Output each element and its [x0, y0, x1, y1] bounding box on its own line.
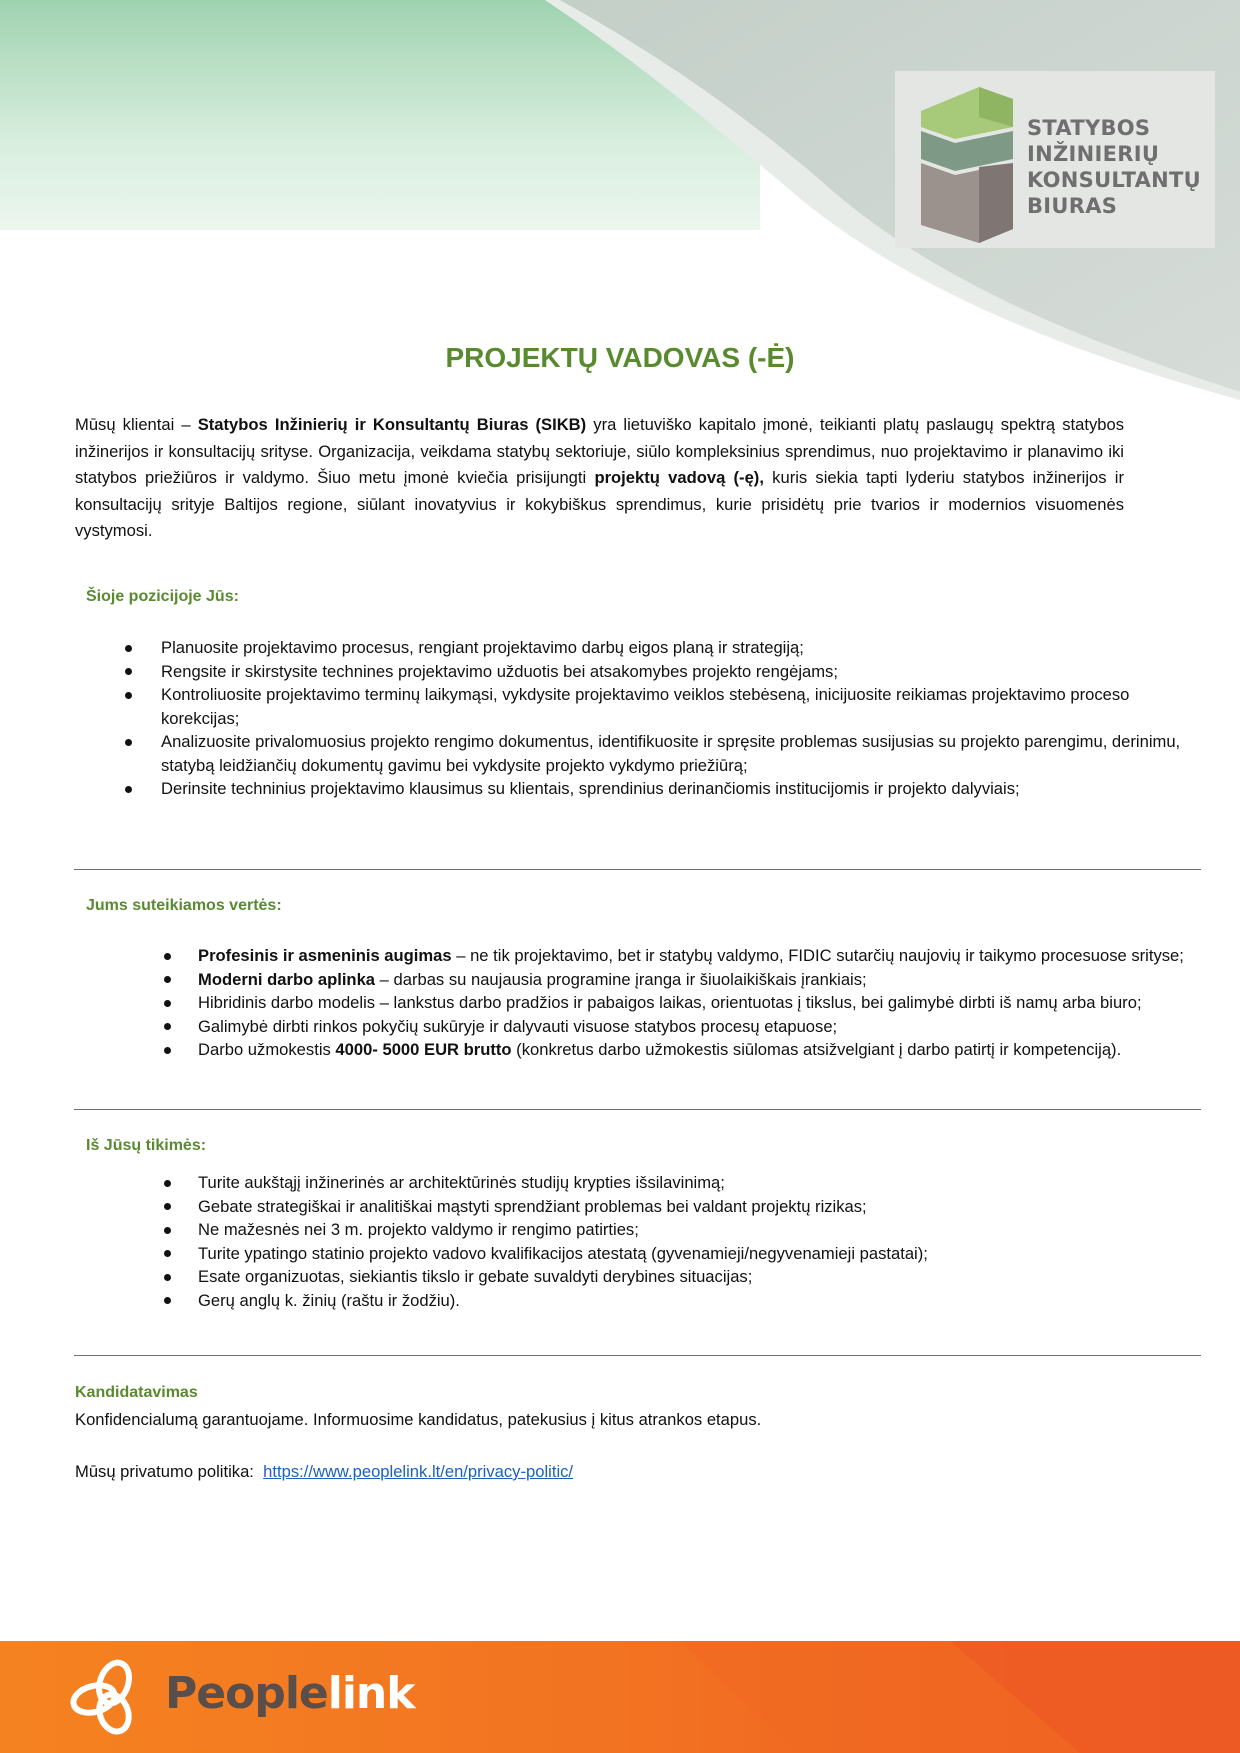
- company-logo: [895, 71, 1215, 248]
- intro-position-name: projektų vadovą (-ę),: [594, 468, 764, 487]
- values-heading: Jums suteikiamos vertės:: [86, 897, 282, 914]
- list-item: Gebate strategiškai ir analitiškai mąstyti sprendžiant problemas bei valdant projektų rizikas;: [198, 1195, 1198, 1219]
- list-item: Derinsite techninius projektavimo klausimus su klientais, sprendinius derinančiomis institucijomis ir projekto dalyviais;: [161, 777, 1191, 801]
- divider: [74, 1109, 1201, 1110]
- expectations-heading: Iš Jūsų tikimės:: [86, 1137, 207, 1154]
- list-item: Moderni darbo aplinka – darbas su naujausia programine įranga ir šiuolaikiškais įrankiais;: [198, 968, 1198, 992]
- logo-line-2: INŽINIERIŲ: [1027, 142, 1160, 166]
- intro-text-2: yra lietuviško kapitalo įmonė, teikianti platų paslaugų spektrą statybos inžinerijos ir konsultacijų srityse. Organizacija, veikdama statybų sektoriuje, siūlo kompleksinius sprendimus, nuo projektavimo ir planavimo iki statybos priežiūros ir valdymo. Šiuo metu įmonė kviečia prisijungti: [75, 415, 1125, 487]
- list-item: Planuosite projektavimo procesus, rengiant projektavimo darbų eigos planą ir strategiją;: [161, 636, 1191, 660]
- list-item: Rengsite ir skirstysite technines projektavimo užduotis bei atsakomybes projekto rengėjams;: [161, 660, 1191, 684]
- duties-heading: Šioje pozicijoje Jūs:: [86, 588, 239, 605]
- brand-part-link: link: [327, 1668, 415, 1719]
- brand-part-people: People: [165, 1668, 328, 1719]
- job-title: PROJEKTŲ VADOVAS (-Ė): [445, 342, 795, 373]
- list-item: Kontroliuosite projektavimo terminų laikymąsi, vykdysite projektavimo veiklos stebėseną, inicijuosite reikiamas projektavimo proceso korekcijas;: [161, 683, 1191, 730]
- logo-line-1: STATYBOS: [1027, 116, 1151, 140]
- list-item: Turite ypatingo statinio projekto vadovo kvalifikacijos atestatą (gyvenamieji/negyvenamieji pastatai);: [198, 1242, 1198, 1266]
- intro-paragraph: [75, 412, 1124, 545]
- intro-text-1: Mūsų klientai –: [75, 415, 198, 434]
- list-item: Darbo užmokestis 4000- 5000 EUR brutto (konkretus darbo užmokestis siūlomas atsižvelgiant į darbo patirtį ir kompetenciją).: [198, 1038, 1198, 1062]
- privacy-label: Mūsų privatumo politika:: [75, 1462, 254, 1481]
- candidacy-text: Konfidencialumą garantuojame. Informuosime kandidatus, patekusius į kitus atrankos etapus.: [75, 1410, 762, 1429]
- company-logo-text: [1027, 115, 1201, 219]
- list-item: Gerų anglų k. žinių (raštu ir žodžiu).: [198, 1289, 1198, 1313]
- list-item: Ne mažesnės nei 3 m. projekto valdymo ir rengimo patirties;: [198, 1218, 1198, 1242]
- intro-text-3: kuris siekia tapti lyderiu statybos inžinerijos ir konsultacijų srityje Baltijos regione, siūlant inovatyvius ir kokybiškus sprendimus, kurie prisidėtų prie tvarios ir modernios visuomenės vystymosi.: [75, 468, 1124, 540]
- list-item: Esate organizuotas, siekiantis tikslo ir gebate suvaldyti derybines situacijas;: [198, 1265, 1198, 1289]
- logo-line-3: KONSULTANTŲ: [1027, 168, 1202, 192]
- peoplelink-logo-text: [165, 1666, 415, 1722]
- footer-banner: [0, 1641, 1240, 1753]
- privacy-line: [75, 1460, 573, 1484]
- peoplelink-logo-icon: [70, 1659, 140, 1735]
- list-item: Analizuosite privalomuosius projekto rengimo dokumentus, identifikuosite ir spręsite problemas susijusias su projekto parengimu, derinimu, statybą leidžiančių dokumentų gavimu bei vykdysite projekto vykdymo priežiūrą;: [161, 730, 1191, 777]
- divider: [74, 1355, 1201, 1356]
- logo-line-4: BIURAS: [1027, 194, 1118, 218]
- values-list: [198, 944, 1198, 1062]
- privacy-policy-link[interactable]: https://www.peoplelink.lt/en/privacy-politic/: [263, 1462, 574, 1481]
- list-item: Turite aukštąjį inžinerinės ar architektūrinės studijų krypties išsilavinimą;: [198, 1171, 1198, 1195]
- intro-company-name: Statybos Inžinierių ir Konsultantų Biuras (SIKB): [197, 415, 587, 434]
- list-item: Profesinis ir asmeninis augimas – ne tik projektavimo, bet ir statybų valdymo, FIDIC sutarčių naujovių ir taikymo procesuose srityse;: [198, 944, 1198, 968]
- list-item: Hibridinis darbo modelis – lankstus darbo pradžios ir pabaigos laikas, orientuotas į tikslus, bei galimybė dirbti iš namų arba biuro;: [198, 991, 1198, 1015]
- duties-list: [161, 636, 1191, 801]
- list-item: Galimybė dirbti rinkos pokyčių sukūryje ir dalyvauti visuose statybos procesų etapuose;: [198, 1015, 1198, 1039]
- divider: [74, 869, 1201, 870]
- candidacy-heading: Kandidatavimas: [75, 1384, 198, 1401]
- expectations-list: [198, 1171, 1198, 1312]
- building-blocks-icon: [921, 87, 1013, 243]
